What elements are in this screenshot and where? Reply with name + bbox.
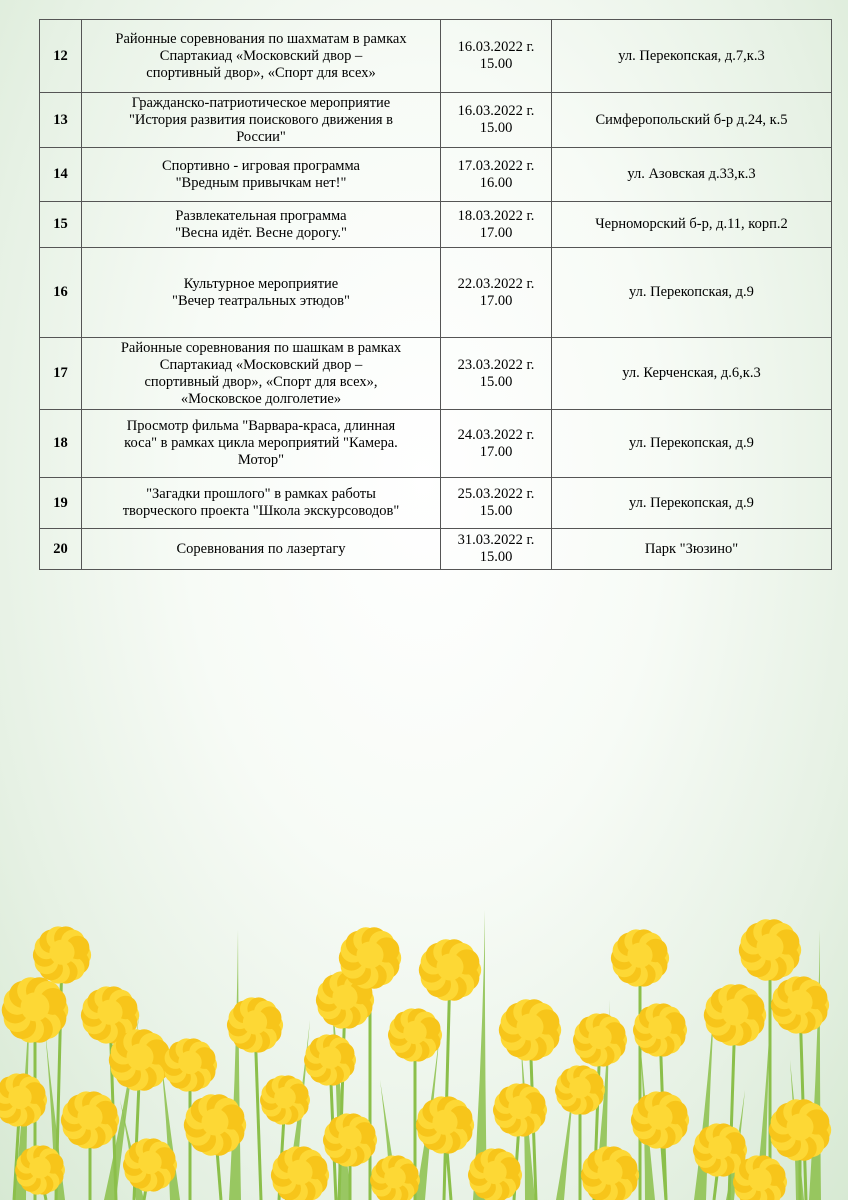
event-title-line: Соревнования по лазертагу	[176, 540, 346, 557]
row-number: 16	[40, 248, 82, 338]
table-row	[40, 148, 832, 202]
event-place: ул. Перекопская, д.7,к.3	[552, 20, 832, 93]
event-title	[82, 93, 441, 148]
row-number: 17	[40, 338, 82, 410]
dandelion-flower	[123, 1138, 177, 1191]
dandelion-flower	[631, 1091, 689, 1148]
dandelion-flower	[33, 926, 91, 983]
event-title-line: коса" в рамках цикла мероприятий "Камера.	[124, 435, 398, 451]
dandelion-flower	[339, 927, 401, 988]
dandelion-flower	[573, 1013, 627, 1066]
event-place: Черноморский б-р, д.11, корп.2	[552, 202, 832, 248]
row-number: 15	[40, 202, 82, 248]
event-title-line: Спартакиад «Московский двор –	[159, 356, 363, 373]
event-title-line: Спартакиад «Московский двор –	[159, 47, 363, 64]
row-number: 12	[40, 20, 82, 93]
table-row	[40, 20, 832, 93]
row-number: 14	[40, 148, 82, 202]
dandelion-flower	[370, 1155, 420, 1200]
event-time: 17.00	[479, 292, 513, 309]
table-row	[40, 248, 832, 338]
event-title	[82, 529, 441, 570]
event-datetime	[441, 93, 552, 148]
dandelion-flower	[493, 1083, 547, 1136]
dandelion-flower	[61, 1091, 119, 1148]
event-title-line: "История развития поискового движения в	[128, 111, 394, 128]
event-title	[82, 338, 441, 410]
event-title-line: Спортивно - игровая программа	[162, 157, 360, 174]
dandelion-flower	[304, 1034, 356, 1085]
row-number: 20	[40, 529, 82, 570]
event-time: 16.00	[479, 174, 513, 191]
yellow-flower-meadow	[0, 910, 848, 1200]
event-title-line: Гражданско-патриотическое мероприятие	[131, 94, 391, 111]
event-title-line: спортивный двор», «Спорт для всех»,	[144, 373, 378, 390]
event-time: 15.00	[479, 549, 513, 565]
event-time: 17.00	[479, 224, 513, 241]
event-time: 17.00	[479, 443, 513, 460]
event-date: 18.03.2022 г.	[457, 207, 535, 224]
event-time: 15.00	[479, 373, 513, 390]
event-datetime	[441, 148, 552, 202]
event-place: ул. Перекопская, д.9	[552, 410, 832, 478]
event-title-line: "Весна идёт. Весне дорогу."	[175, 224, 347, 241]
event-date: 16.03.2022 г.	[457, 39, 535, 55]
event-datetime	[441, 202, 552, 248]
event-title	[82, 478, 441, 529]
dandelion-flower	[499, 999, 561, 1060]
dandelion-flower	[419, 939, 481, 1000]
event-place: ул. Перекопская, д.9	[552, 478, 832, 529]
event-title	[82, 202, 441, 248]
event-title	[82, 20, 441, 93]
event-place: ул. Керченская, д.6,к.3	[552, 338, 832, 410]
event-title-line: Мотор"	[237, 452, 285, 468]
dandelion-flower	[388, 1008, 442, 1061]
event-title-line: Просмотр фильма "Варвара-краса, длинная	[126, 418, 396, 434]
event-title-line: "Вечер театральных этюдов"	[172, 292, 350, 309]
event-title-line: "Загадки прошлого" в рамках работы	[146, 486, 376, 502]
event-date: 24.03.2022 г.	[457, 426, 535, 443]
dandelion-flower	[633, 1003, 687, 1056]
grass-blade	[229, 930, 241, 1200]
table-row	[40, 93, 832, 148]
dandelion-flower	[163, 1038, 217, 1091]
dandelion-flower	[416, 1096, 474, 1153]
event-datetime	[441, 338, 552, 410]
events-table	[39, 19, 832, 570]
event-title-line: Районные соревнования по шахматам в рамках	[115, 30, 407, 47]
event-title	[82, 410, 441, 478]
event-title-line: Районные соревнования по шашкам в рамках	[120, 339, 402, 356]
event-datetime	[441, 248, 552, 338]
dandelion-flower	[227, 997, 283, 1052]
dandelion-flower	[771, 976, 829, 1033]
event-title	[82, 248, 441, 338]
dandelion-flower	[555, 1065, 605, 1114]
event-time: 15.00	[479, 503, 513, 519]
event-datetime	[441, 20, 552, 93]
dandelion-flower	[611, 929, 669, 986]
event-time: 15.00	[479, 120, 513, 136]
grass-blade	[809, 930, 821, 1200]
row-number: 18	[40, 410, 82, 478]
event-date: 16.03.2022 г.	[457, 103, 535, 119]
table-row	[40, 338, 832, 410]
dandelion-flower	[271, 1146, 329, 1200]
event-title-line: спортивный двор», «Спорт для всех»	[146, 64, 376, 81]
dandelion-flower	[323, 1113, 377, 1166]
event-place: Симферопольский б-р д.24, к.5	[552, 93, 832, 148]
table-row	[40, 529, 832, 570]
event-title-line: России"	[236, 128, 286, 145]
event-date: 23.03.2022 г.	[457, 356, 535, 373]
event-place: ул. Азовская д.33,к.3	[552, 148, 832, 202]
dandelion-flower	[704, 984, 766, 1045]
row-number: 19	[40, 478, 82, 529]
dandelion-flower	[0, 1073, 47, 1126]
event-datetime	[441, 410, 552, 478]
event-datetime	[441, 529, 552, 570]
event-datetime	[441, 478, 552, 529]
event-title-line: «Московское долголетие»	[180, 390, 342, 407]
event-title-line: Развлекательная программа	[175, 207, 347, 224]
table-row	[40, 410, 832, 478]
dandelion-flower	[468, 1148, 522, 1200]
dandelion-flower	[109, 1029, 171, 1090]
event-date: 22.03.2022 г.	[457, 275, 535, 292]
dandelion-flower	[15, 1145, 65, 1194]
events-table-body	[40, 20, 832, 570]
dandelion-flower	[739, 919, 801, 980]
dandelion-flower	[184, 1094, 246, 1155]
event-date: 25.03.2022 г.	[457, 486, 535, 502]
dandelion-flower	[2, 977, 69, 1043]
event-date: 17.03.2022 г.	[457, 157, 535, 174]
dandelion-flower	[769, 1099, 831, 1160]
event-title-line: "Вредным привычкам нет!"	[175, 174, 347, 191]
event-place: ул. Перекопская, д.9	[552, 248, 832, 338]
event-title	[82, 148, 441, 202]
event-place: Парк "Зюзино"	[552, 529, 832, 570]
event-time: 15.00	[479, 56, 513, 72]
event-title-line: творческого проекта "Школа экскурсоводов"	[122, 503, 400, 519]
table-row	[40, 202, 832, 248]
event-date: 31.03.2022 г.	[457, 532, 535, 548]
event-title-line: Культурное мероприятие	[183, 275, 339, 292]
row-number: 13	[40, 93, 82, 148]
table-row	[40, 478, 832, 529]
dandelion-flower	[260, 1075, 310, 1124]
dandelion-flower	[581, 1146, 639, 1200]
